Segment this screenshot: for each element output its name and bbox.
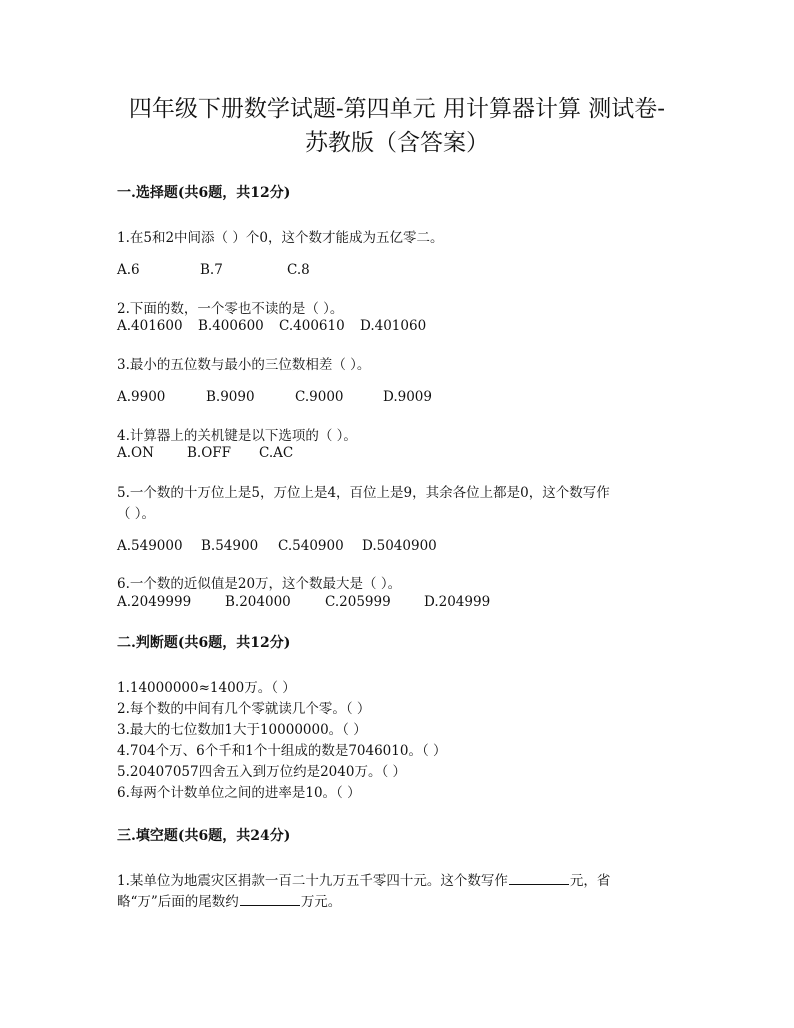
choice-q1-option-a: A.6 xyxy=(117,262,140,278)
choice-q4-option-a: A.ON xyxy=(117,445,154,461)
fill-q1-text-part3: 略“万”后面的尾数约 xyxy=(117,894,239,910)
judge-q6: 6.每两个计数单位之间的进率是10。（ ） xyxy=(117,785,361,801)
judge-q5: 5.20407057四舍五入到万位约是2040万。（ ） xyxy=(117,764,406,780)
choice-q3-option-a: A.9900 xyxy=(117,389,166,405)
choice-q2-option-a: A.401600 xyxy=(117,318,183,334)
fill-q1-line2 xyxy=(117,890,341,910)
judge-q2: 2.每个数的中间有几个零就读几个零。（ ） xyxy=(117,701,371,717)
choice-q5-option-b: B.54900 xyxy=(201,538,259,554)
choice-q2-option-b: B.400600 xyxy=(198,318,264,334)
choice-q5-stem: 5.一个数的十万位上是5，万位上是4，百位上是9，其余各位上都是0，这个数写作 xyxy=(117,485,610,501)
choice-q3-option-d: D.9009 xyxy=(383,389,432,405)
section-heading-choice: 一.选择题(共6题，共12分) xyxy=(117,185,291,201)
choice-q6-option-d: D.204999 xyxy=(424,594,491,610)
choice-q1-option-b: B.7 xyxy=(200,262,223,278)
section-heading-fill: 三.填空题(共6题，共24分) xyxy=(117,828,291,844)
judge-q4: 4.704个万、6个千和1个十组成的数是7046010。（ ） xyxy=(117,743,447,759)
fill-q1-blank-1[interactable] xyxy=(509,872,569,885)
choice-q6-option-c: C.205999 xyxy=(325,594,391,610)
choice-q4-option-c: C.AC xyxy=(259,445,294,461)
judge-q1: 1.14000000≈1400万。（ ） xyxy=(117,680,296,696)
choice-q5-option-c: C.540900 xyxy=(278,538,344,554)
choice-q5-option-a: A.549000 xyxy=(117,538,183,554)
exam-title-line1: 四年级下册数学试题-第四单元 用计算器计算 测试卷- xyxy=(128,96,666,122)
choice-q4-stem: 4.计算器上的关机键是以下选项的（ ）。 xyxy=(117,428,357,444)
choice-q5-stem-continued: （ ）。 xyxy=(117,506,156,522)
section-heading-judge: 二.判断题(共6题，共12分) xyxy=(117,635,291,651)
fill-q1-line1 xyxy=(117,869,610,889)
choice-q6-option-b: B.204000 xyxy=(225,594,291,610)
fill-q1-text-part1: 1.某单位为地震灾区捐款一百二十九万五千零四十元。这个数写作 xyxy=(117,873,508,889)
choice-q2-option-c: C.400610 xyxy=(279,318,345,334)
fill-q1-text-part2: 元，省 xyxy=(569,873,611,889)
judge-q3: 3.最大的七位数加1大于10000000。（ ） xyxy=(117,722,367,738)
fill-q1-blank-2[interactable] xyxy=(240,893,300,906)
choice-q3-option-b: B.9090 xyxy=(206,389,255,405)
choice-q2-stem: 2.下面的数，一个零也不读的是（ ）。 xyxy=(117,301,344,317)
choice-q6-option-a: A.2049999 xyxy=(117,594,192,610)
choice-q2-option-d: D.401060 xyxy=(360,318,427,334)
choice-q5-option-d: D.5040900 xyxy=(362,538,437,554)
choice-q6-stem: 6.一个数的近似值是20万，这个数最大是（ ）。 xyxy=(117,576,402,592)
choice-q3-option-c: C.9000 xyxy=(295,389,344,405)
choice-q3-stem: 3.最小的五位数与最小的三位数相差（ ）。 xyxy=(117,357,371,373)
choice-q4-option-b: B.OFF xyxy=(187,445,232,461)
exam-title-line2: 苏教版（含答案） xyxy=(305,130,489,156)
choice-q1-stem: 1.在5和2中间添（ ）个0，这个数才能成为五亿零二。 xyxy=(117,230,444,246)
choice-q1-option-c: C.8 xyxy=(287,262,310,278)
fill-q1-text-part4: 万元。 xyxy=(300,894,342,910)
